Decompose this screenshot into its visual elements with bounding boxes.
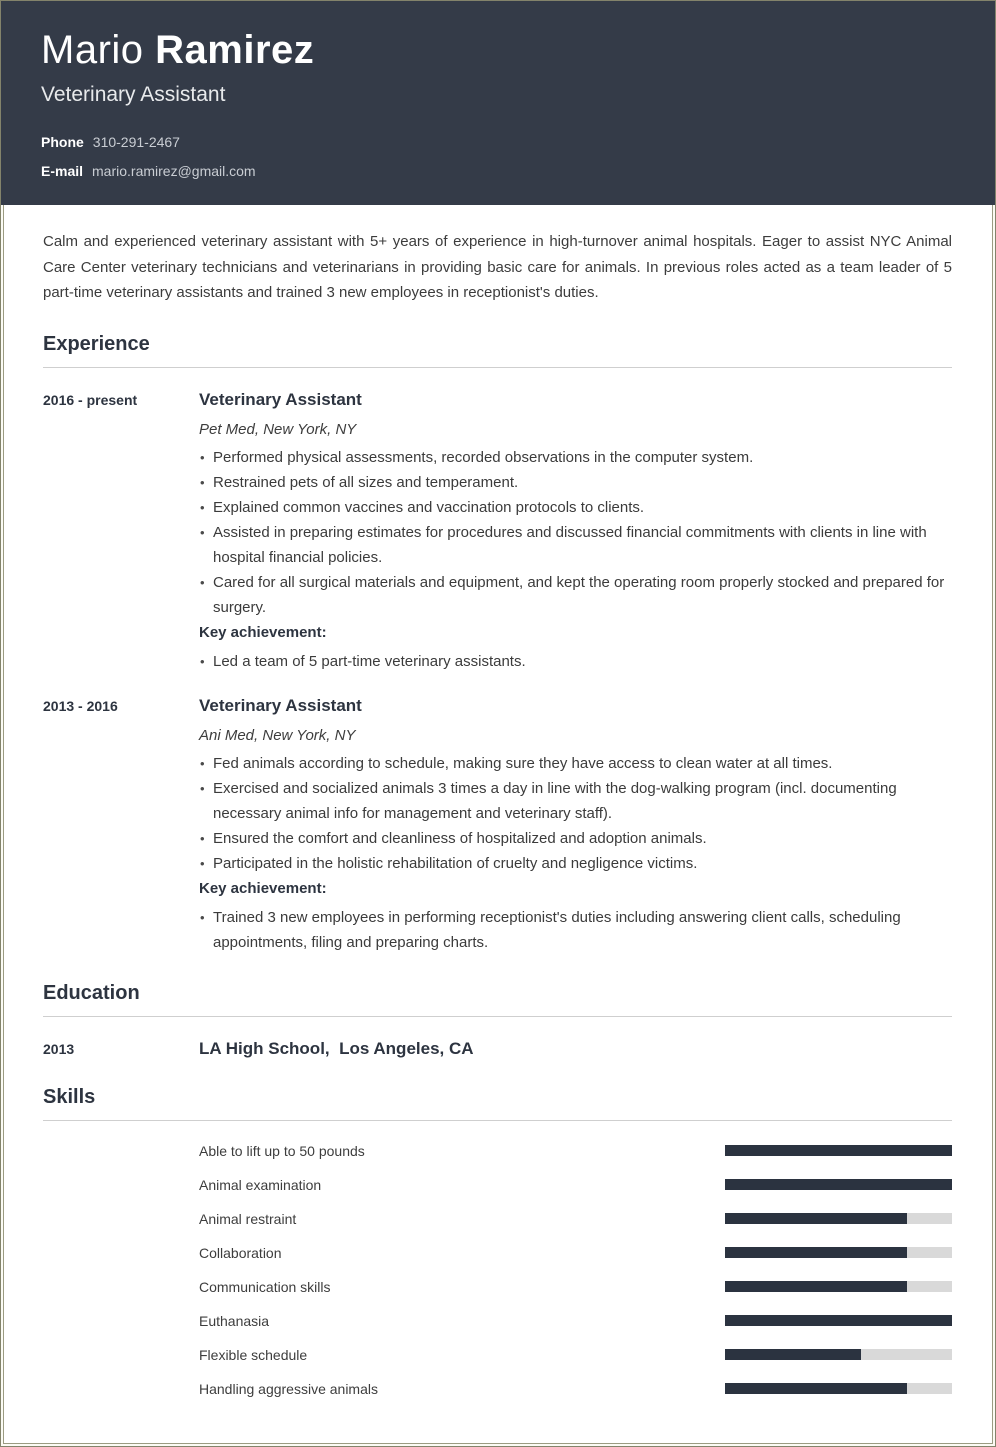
bullet-item: • Participated in the holistic rehabilitation of cruelty and negligence victims. (199, 851, 952, 876)
resume-body (1, 205, 995, 1446)
key-achievement-list (199, 649, 952, 674)
skill-row (43, 1372, 952, 1406)
contact-label: Phone (41, 134, 84, 151)
summary-paragraph: Calm and experienced veterinary assistant with 5+ years of experience in high-turnover animal hospitals. Eager to assist NYC Animal Care Center veterinary technicians and veterinarians in providing basic care for animals. In previous roles acted as a team leader of 5 part-time veterinary assistants and trained 3 new employees in receptionist's duties. (43, 233, 952, 302)
first-name: Mario (41, 28, 144, 72)
skill-row (43, 1134, 952, 1168)
skill-bar-track (725, 1179, 952, 1190)
skills-heading: Skills (43, 1086, 952, 1121)
skill-label: Communication skills (199, 1278, 331, 1295)
education-heading: Education (43, 982, 952, 1017)
education-entries (43, 1039, 952, 1059)
bullet-item: • Led a team of 5 part-time veterinary assistants. (199, 649, 952, 674)
skill-row (43, 1202, 952, 1236)
bullet-item: • Fed animals according to schedule, making sure they have access to clean water at all times. (199, 751, 952, 776)
entry-bullet-list (199, 445, 952, 620)
skill-label: Animal examination (199, 1176, 322, 1193)
skill-label: Able to lift up to 50 pounds (199, 1142, 365, 1159)
education-section (43, 982, 952, 1059)
contact-row (41, 163, 952, 179)
contact-row (41, 134, 952, 150)
entry-company: Pet Med, New York, NY (199, 420, 357, 438)
experience-entries (43, 389, 952, 955)
bullet-item: • Explained common vaccines and vaccination protocols to clients. (199, 495, 952, 520)
key-achievement-label: Key achievement: (199, 879, 327, 897)
skill-label: Euthanasia (199, 1312, 270, 1329)
skill-row (43, 1168, 952, 1202)
skill-bar-track (725, 1383, 952, 1394)
experience-section (43, 333, 952, 955)
skill-bar-fill (725, 1383, 907, 1394)
key-achievement-label: Key achievement: (199, 623, 327, 641)
last-name: Ramirez (155, 28, 315, 72)
education-school: LA High School, Los Angeles, CA (199, 1038, 474, 1058)
skill-bar-track (725, 1213, 952, 1224)
skill-bar-track (725, 1281, 952, 1292)
skill-row (43, 1270, 952, 1304)
skill-bar-track (725, 1315, 952, 1326)
contact-value: mario.ramirez@gmail.com (92, 163, 256, 180)
skill-row (43, 1236, 952, 1270)
entry-role: Veterinary Assistant (199, 389, 362, 409)
skill-bar-fill (725, 1179, 952, 1190)
experience-entry (43, 695, 952, 955)
bullet-item: • Assisted in preparing estimates for procedures and discussed financial commitments with clients in line with hospital financial policies. (199, 520, 952, 570)
skill-label: Handling aggressive animals (199, 1380, 378, 1397)
skill-bar-track (725, 1145, 952, 1156)
skill-row (43, 1338, 952, 1372)
skill-bar-fill (725, 1349, 861, 1360)
bullet-item: • Cared for all surgical materials and equipment, and kept the operating room properly stocked and prepared for surgery. (199, 570, 952, 620)
education-year: 2013 (43, 1040, 75, 1057)
experience-entry (43, 389, 952, 674)
skills-section (43, 1086, 952, 1406)
entry-bullet-list (199, 751, 952, 876)
bullet-item: • Ensured the comfort and cleanliness of hospitalized and adoption animals. (199, 826, 952, 851)
skill-bar-fill (725, 1247, 907, 1258)
entry-dates: 2016 - present (43, 391, 138, 408)
entry-role: Veterinary Assistant (199, 695, 362, 715)
name-heading (41, 27, 952, 74)
skill-bar-fill (725, 1213, 907, 1224)
skill-bar-fill (725, 1145, 952, 1156)
entry-dates: 2013 - 2016 (43, 697, 118, 714)
contact-label: E-mail (41, 163, 84, 180)
skill-bar-track (725, 1247, 952, 1258)
bullet-item: • Performed physical assessments, recorded observations in the computer system. (199, 445, 952, 470)
skill-label: Animal restraint (199, 1210, 297, 1227)
bullet-item: • Restrained pets of all sizes and temperament. (199, 470, 952, 495)
entry-company: Ani Med, New York, NY (199, 726, 356, 744)
entry-content (199, 389, 952, 674)
skill-row (43, 1304, 952, 1338)
contact-value: 310-291-2467 (92, 134, 180, 151)
job-title: Veterinary Assistant (41, 83, 226, 107)
key-achievement-list (199, 905, 952, 955)
skill-label: Flexible schedule (199, 1346, 308, 1363)
resume-header (1, 1, 995, 205)
skill-bar-fill (725, 1281, 907, 1292)
skill-list (43, 1134, 952, 1406)
skill-label: Collaboration (199, 1244, 282, 1261)
entry-content (199, 695, 952, 955)
skill-bar-track (725, 1349, 952, 1360)
contact-list (41, 134, 952, 179)
skill-bar-fill (725, 1315, 952, 1326)
bullet-item: • Trained 3 new employees in performing receptionist's duties including answering client calls, scheduling appointments, filing and preparing charts. (199, 905, 952, 955)
experience-heading: Experience (43, 333, 952, 368)
bullet-item: • Exercised and socialized animals 3 times a day in line with the dog-walking program (incl. documenting necessary animal info for management and veterinary staff). (199, 776, 952, 826)
education-entry (43, 1039, 952, 1059)
